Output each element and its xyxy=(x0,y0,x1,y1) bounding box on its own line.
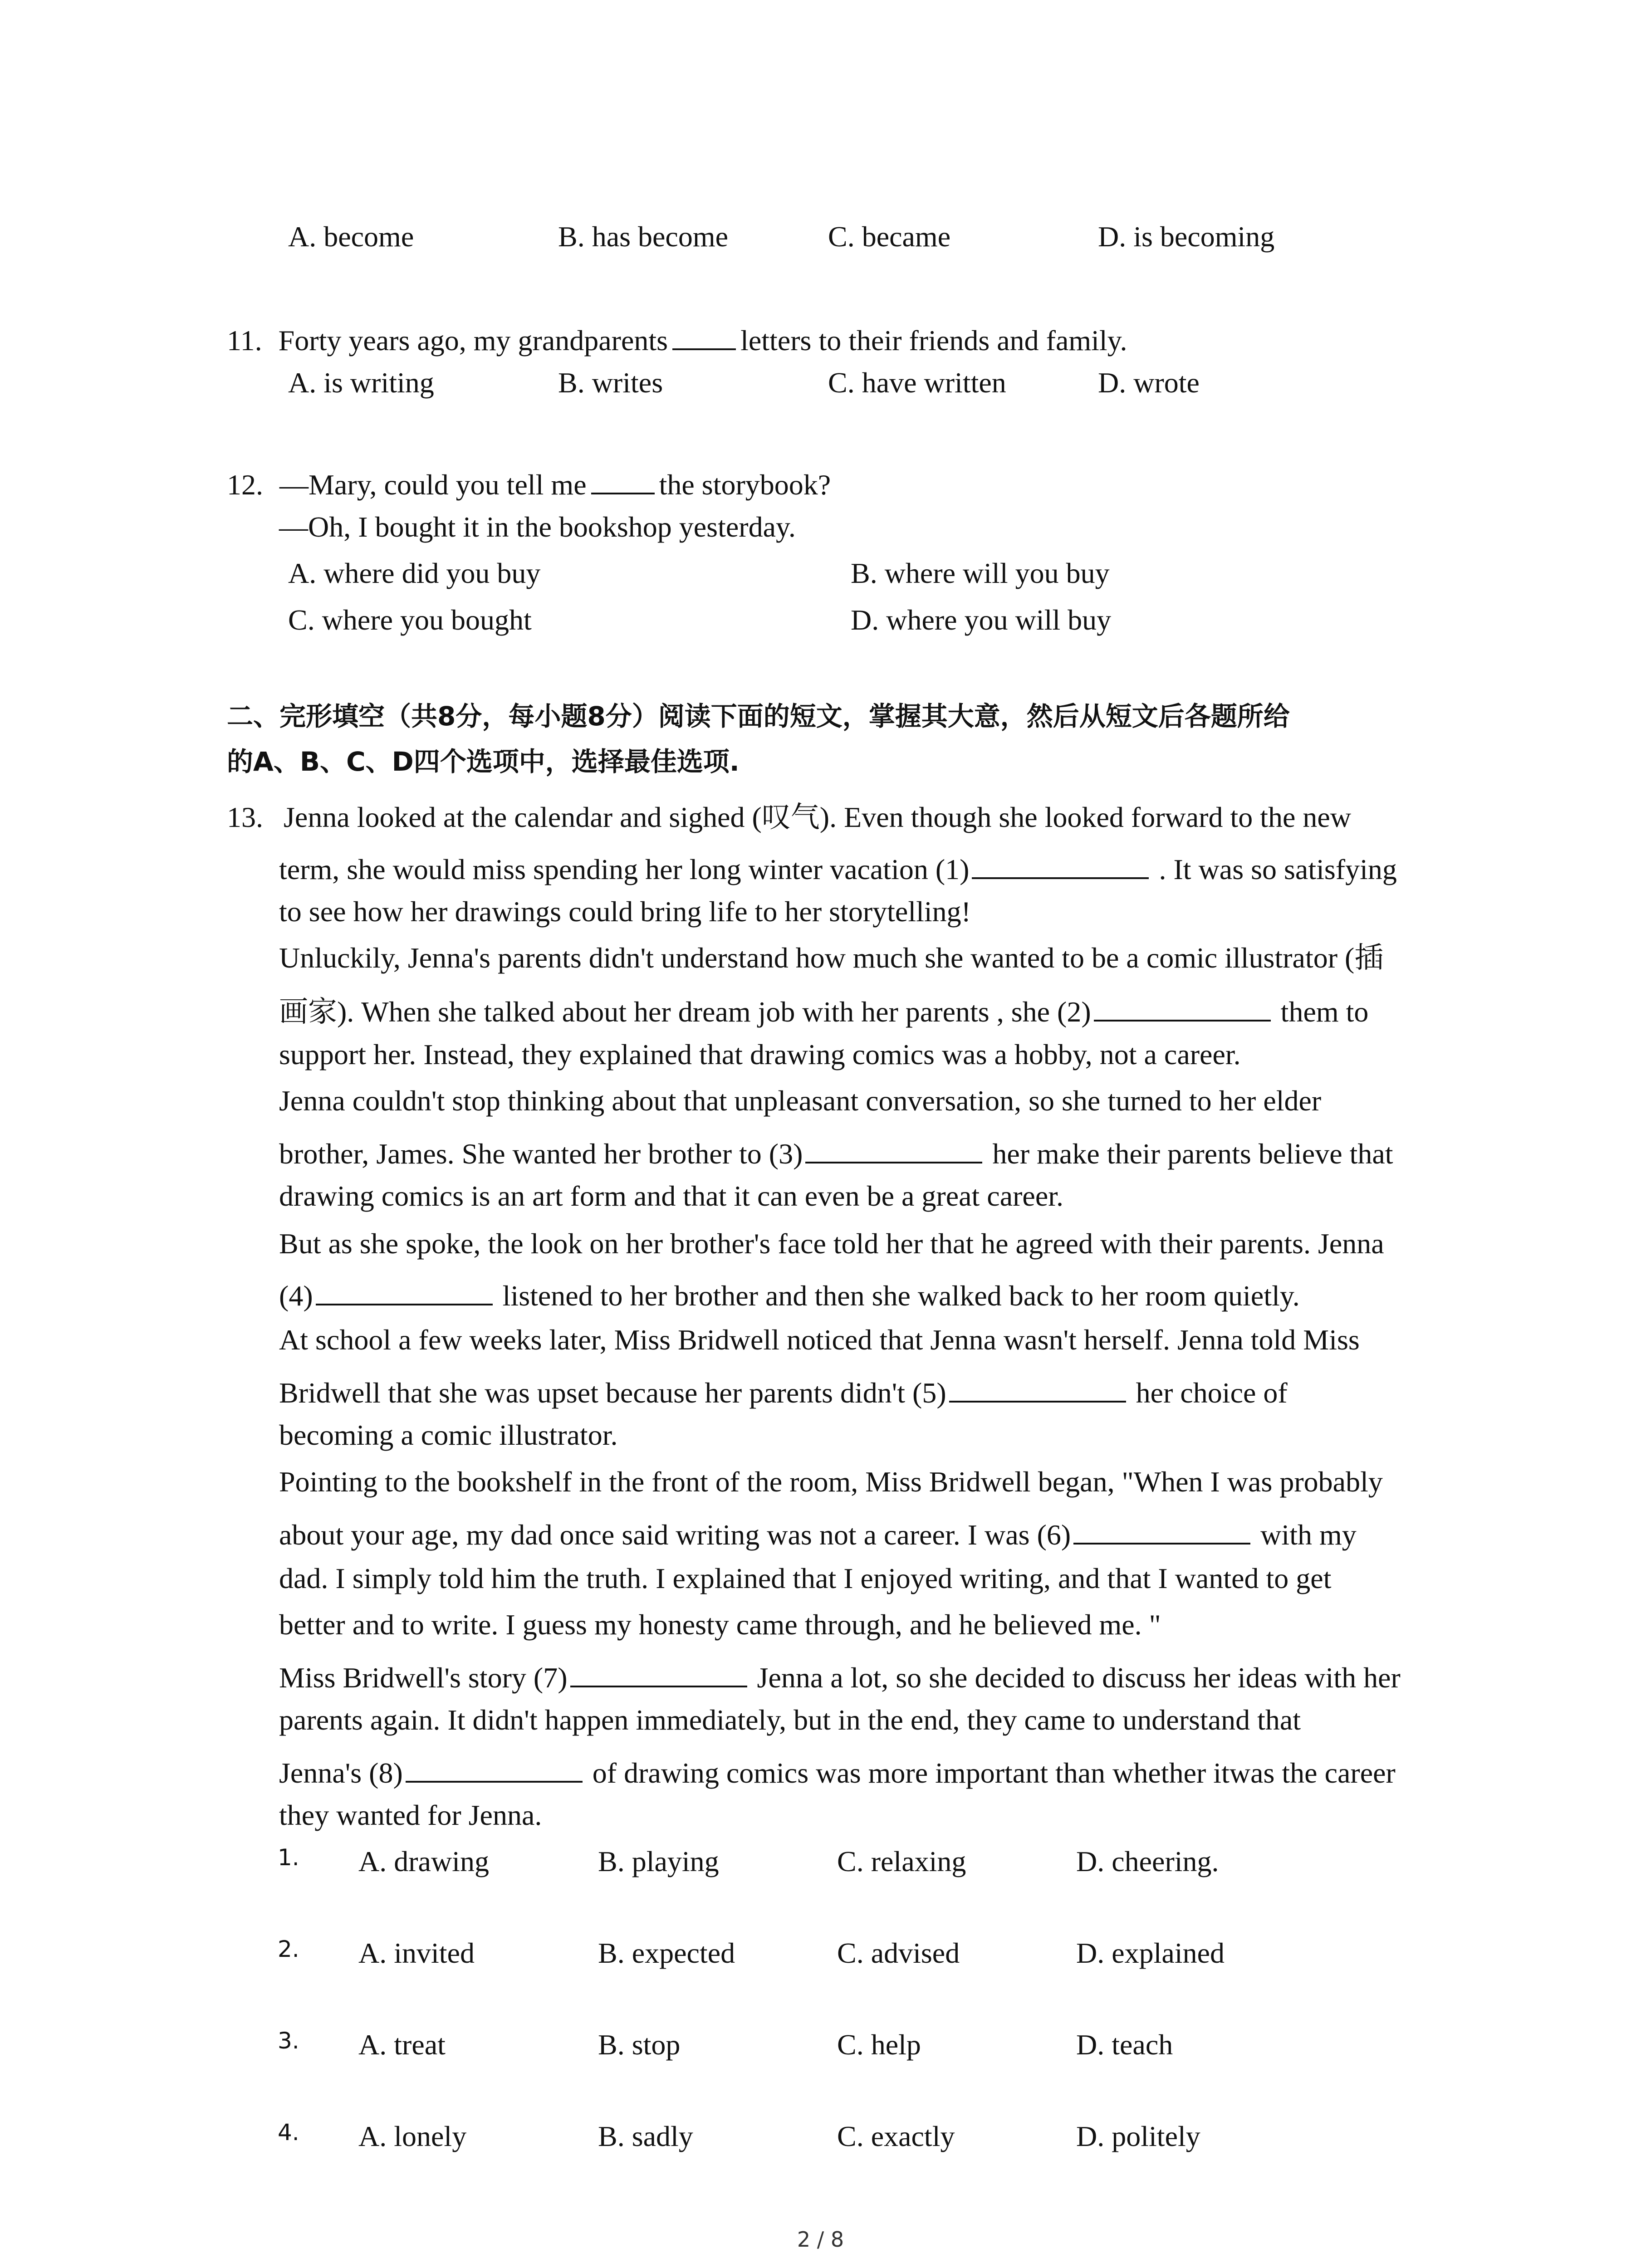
passage-line xyxy=(284,803,1351,832)
passage-line xyxy=(279,1421,617,1450)
passage-text: 画家). When she talked about her dream job with her parents , she (2) xyxy=(279,996,1091,1028)
passage-text: Jenna a lot, so she decided to discuss her ideas with her xyxy=(749,1662,1401,1694)
q12-number: 12. xyxy=(227,469,263,501)
passage-text: At school a few weeks later, Miss Bridwell noticed that Jenna wasn't herself. Jenna told Miss xyxy=(279,1324,1360,1356)
blank-4 xyxy=(316,1278,493,1305)
choice-option: A. drawing xyxy=(358,1845,489,1877)
section2-heading-line1: 二、完形填空（共8分，每小题8分）阅读下面的短文，掌握其大意，然后从短文后各题所给 xyxy=(227,701,1290,732)
choice-option: D. teach xyxy=(1076,2028,1173,2061)
blank-5 xyxy=(949,1375,1126,1403)
choice-option: C. help xyxy=(837,2028,921,2061)
passage-line xyxy=(279,1136,1393,1168)
passage-line xyxy=(279,1706,1301,1735)
passage-number: 13. xyxy=(227,801,263,833)
q11-option-a: A. is writing xyxy=(288,367,434,399)
q11-stem-before: Forty years ago, my grandparents xyxy=(278,324,668,357)
passage-line xyxy=(279,897,971,926)
passage-text: her choice of xyxy=(1128,1377,1288,1409)
passage-line xyxy=(279,1517,1357,1549)
passage-line xyxy=(279,1375,1288,1408)
section2-heading-line2: 的A、B、C、D四个选项中，选择最佳选项. xyxy=(227,746,740,777)
passage-text: with my xyxy=(1253,1519,1357,1551)
choice-option: D. explained xyxy=(1076,1937,1225,1969)
passage-text: Miss Bridwell's story (7) xyxy=(279,1662,568,1694)
passage-line xyxy=(279,1229,1384,1258)
q12-line1-before: —Mary, could you tell me xyxy=(279,469,587,501)
passage-line xyxy=(279,852,1397,884)
passage-text: Jenna looked at the calendar and sighed (叹气). Even though she looked forward to the new xyxy=(284,801,1352,833)
q10-option-d: D. is becoming xyxy=(1098,220,1275,253)
passage-line xyxy=(279,1182,1063,1211)
choice-option: C. exactly xyxy=(837,2120,955,2152)
q11-stem-after: letters to their friends and family. xyxy=(740,324,1127,357)
q11-number: 11. xyxy=(227,324,262,357)
passage-line xyxy=(279,1325,1360,1354)
choice-option: B. expected xyxy=(598,1937,735,1969)
blank-2 xyxy=(1094,994,1271,1022)
q12-line2: —Oh, I bought it in the bookshop yesterday. xyxy=(279,511,796,543)
choice-number: 1. xyxy=(278,1844,299,1871)
choice-option: D. cheering. xyxy=(1076,1845,1219,1877)
choice-option: A. lonely xyxy=(358,2120,467,2152)
passage-text: better and to write. I guess my honesty came through, and he believed me. " xyxy=(279,1608,1161,1641)
q10-option-a: A. become xyxy=(288,220,414,253)
passage-line xyxy=(279,1278,1300,1310)
choice-option: A. treat xyxy=(358,2028,446,2061)
q12-option-c: C. where you bought xyxy=(288,604,532,636)
passage-text: of drawing comics was more important than whether itwas the career xyxy=(585,1757,1396,1789)
passage-text: Jenna couldn't stop thinking about that unpleasant conversation, so she turned to her elder xyxy=(279,1085,1322,1117)
passage-line xyxy=(279,1610,1161,1639)
passage-text: to see how her drawings could bring life to her storytelling! xyxy=(279,895,971,928)
choice-option: B. sadly xyxy=(598,2120,693,2152)
passage-text: Unluckily, Jenna's parents didn't understand how much she wanted to be a comic illustrator (插 xyxy=(279,942,1384,974)
q12-option-d: D. where you will buy xyxy=(851,604,1112,636)
passage-line xyxy=(279,1086,1321,1115)
passage-text: they wanted for Jenna. xyxy=(279,1799,542,1831)
passage-text: parents again. It didn't happen immediately, but in the end, they came to understand that xyxy=(279,1704,1301,1736)
q11-option-b: B. writes xyxy=(558,367,663,399)
passage-text: Pointing to the bookshelf in the front of the room, Miss Bridwell began, "When I was probably xyxy=(279,1466,1383,1498)
passage-text: . It was so satisfying xyxy=(1151,853,1397,885)
q12-line1-after: the storybook? xyxy=(659,469,831,501)
page-number: 2 / 8 xyxy=(797,2227,844,2252)
passage-text: drawing comics is an art form and that it can even be a great career. xyxy=(279,1180,1063,1212)
q11-blank xyxy=(672,323,736,350)
passage-line xyxy=(279,1467,1383,1496)
passage-line xyxy=(279,1040,1241,1069)
passage-line xyxy=(279,1755,1396,1788)
q10-option-b: B. has become xyxy=(558,220,728,253)
passage-text: brother, James. She wanted her brother to (3) xyxy=(279,1138,803,1170)
choice-option: A. invited xyxy=(358,1937,475,1969)
passage-text: listened to her brother and then she walked back to her room quietly. xyxy=(495,1280,1300,1312)
choice-option: B. stop xyxy=(598,2028,681,2061)
q11-option-c: C. have written xyxy=(828,367,1006,399)
passage-text: But as she spoke, the look on her brother's face told her that he agreed with their parents. Jenna xyxy=(279,1227,1384,1260)
passage-text: dad. I simply told him the truth. I explained that I enjoyed writing, and that I wanted to get xyxy=(279,1562,1332,1594)
passage-line xyxy=(279,994,1368,1026)
choice-number: 4. xyxy=(278,2119,299,2146)
q12-line1 xyxy=(227,467,831,499)
passage-text: Bridwell that she was upset because her parents didn't (5) xyxy=(279,1377,946,1409)
choice-option: C. relaxing xyxy=(837,1845,966,1877)
passage-text: about your age, my dad once said writing was not a career. I was (6) xyxy=(279,1519,1071,1551)
passage-text: support her. Instead, they explained that drawing comics was a hobby, not a career. xyxy=(279,1038,1241,1070)
blank-3 xyxy=(805,1136,982,1163)
q12-blank xyxy=(591,467,655,494)
passage-line xyxy=(279,1564,1331,1593)
choice-number: 2. xyxy=(278,1936,299,1962)
passage-text: Jenna's (8) xyxy=(279,1757,403,1789)
q11-stem xyxy=(227,323,1127,355)
choice-number: 3. xyxy=(278,2028,299,2054)
passage-text: becoming a comic illustrator. xyxy=(279,1419,618,1451)
passage-text: term, she would miss spending her long winter vacation (1) xyxy=(279,853,970,885)
q10-option-c: C. became xyxy=(828,220,951,253)
q12-option-a: A. where did you buy xyxy=(288,557,541,589)
choice-option: D. politely xyxy=(1076,2120,1200,2152)
q12-option-b: B. where will you buy xyxy=(851,557,1110,589)
blank-7 xyxy=(570,1660,747,1687)
passage-text: them to xyxy=(1273,996,1369,1028)
passage-text: (4) xyxy=(279,1280,313,1312)
blank-8 xyxy=(406,1755,583,1783)
passage-line xyxy=(279,1660,1401,1692)
blank-6 xyxy=(1073,1517,1250,1545)
q11-option-d: D. wrote xyxy=(1098,367,1200,399)
passage-line xyxy=(279,943,1383,973)
choice-option: B. playing xyxy=(598,1845,719,1877)
passage-line xyxy=(279,1801,542,1830)
blank-1 xyxy=(972,852,1149,879)
choice-option: C. advised xyxy=(837,1937,960,1969)
passage-text: her make their parents believe that xyxy=(985,1138,1393,1170)
